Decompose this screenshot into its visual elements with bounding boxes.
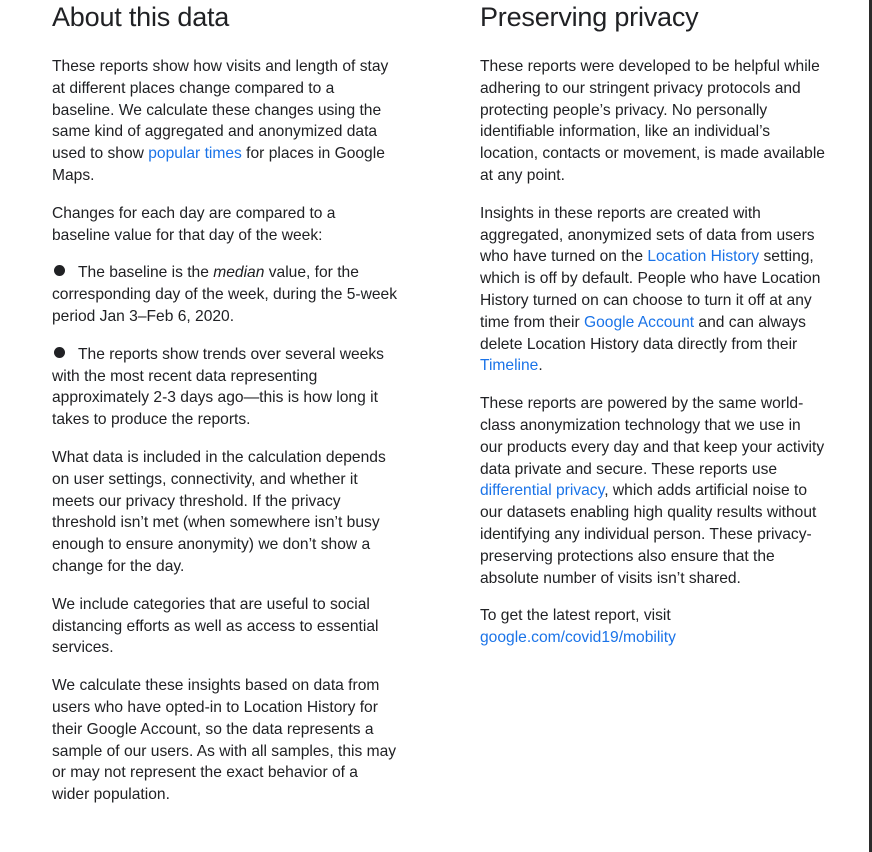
baseline-bullet: The baseline is the median value, for the corresponding day of the week, during the 5-week period Jan 3–Feb 6, 2020. [52,264,398,325]
privacy-paragraph-2: Insights in these reports are created with aggregated, anonymized sets of data from users who have turned on the Location History setting, which is off by default. People who have Location History turned on can choose to turn it off at any time from their Google Account and can always delete Location History data directly from their Timeline. [480,204,821,375]
about-paragraph-1: These reports show how visits and length of stay at different places change compared to a baseline. We calculate these changes using the same kind of aggregated and anonymized data used to show popular times for places in Google Maps. [52,58,389,184]
bullet-icon [54,347,65,358]
differential-privacy-link[interactable]: differential privacy [480,482,605,500]
preserving-privacy-section [480,0,825,649]
about-this-data-heading: About this data [52,2,230,32]
popular-times-link[interactable]: popular times [148,145,242,163]
mobility-report-link[interactable]: google.com/covid19/mobility [480,629,676,647]
preserving-privacy-heading: Preserving privacy [480,2,699,32]
privacy-paragraph-3: These reports are powered by the same world-class anonymization technology that we use in our products every day and that keep your activity data private and secure. These reports use differential privacy, which adds artificial noise to our datasets enabling high quality results without identifying any individual person. These privacy-preserving protections also ensure that the absolute number of visits isn’t shared. [480,395,825,587]
about-paragraph-5: We calculate these insights based on data from users who have opted-in to Location History for their Google Account, so the data represents a sample of our users. As with all samples, this may or may not represent the exact behavior of a wider population. [52,677,397,804]
privacy-paragraph-4: To get the latest report, visit google.com/covid19/mobility [480,607,676,647]
about-paragraph-3: What data is included in the calculation depends on user settings, connectivity, and whether it meets our privacy threshold. If the privacy threshold isn’t met (when somewhere isn’t busy enough to ensure anonymity) we don’t show a change for the day. [52,448,386,575]
about-paragraph-2: Changes for each day are compared to a baseline value for that day of the week: [52,204,336,244]
bullet-icon [54,265,65,276]
location-history-link[interactable]: Location History [647,248,760,266]
about-this-data-section [52,0,397,806]
privacy-paragraph-1: These reports were developed to be helpful while adhering to our stringent privacy protocols and protecting people’s privacy. No personally identifiable information, like an individual’s location, contacts or movement, is made available at any point. [480,58,825,184]
google-account-link[interactable]: Google Account [583,313,695,331]
trends-bullet: The reports show trends over several weeks with the most recent data representing approximately 2-3 days ago—this is how long it takes to produce the reports. [52,345,384,429]
timeline-link[interactable]: Timeline [480,357,539,375]
about-paragraph-4: We include categories that are useful to social distancing efforts as well as access to essential services. [52,595,379,657]
